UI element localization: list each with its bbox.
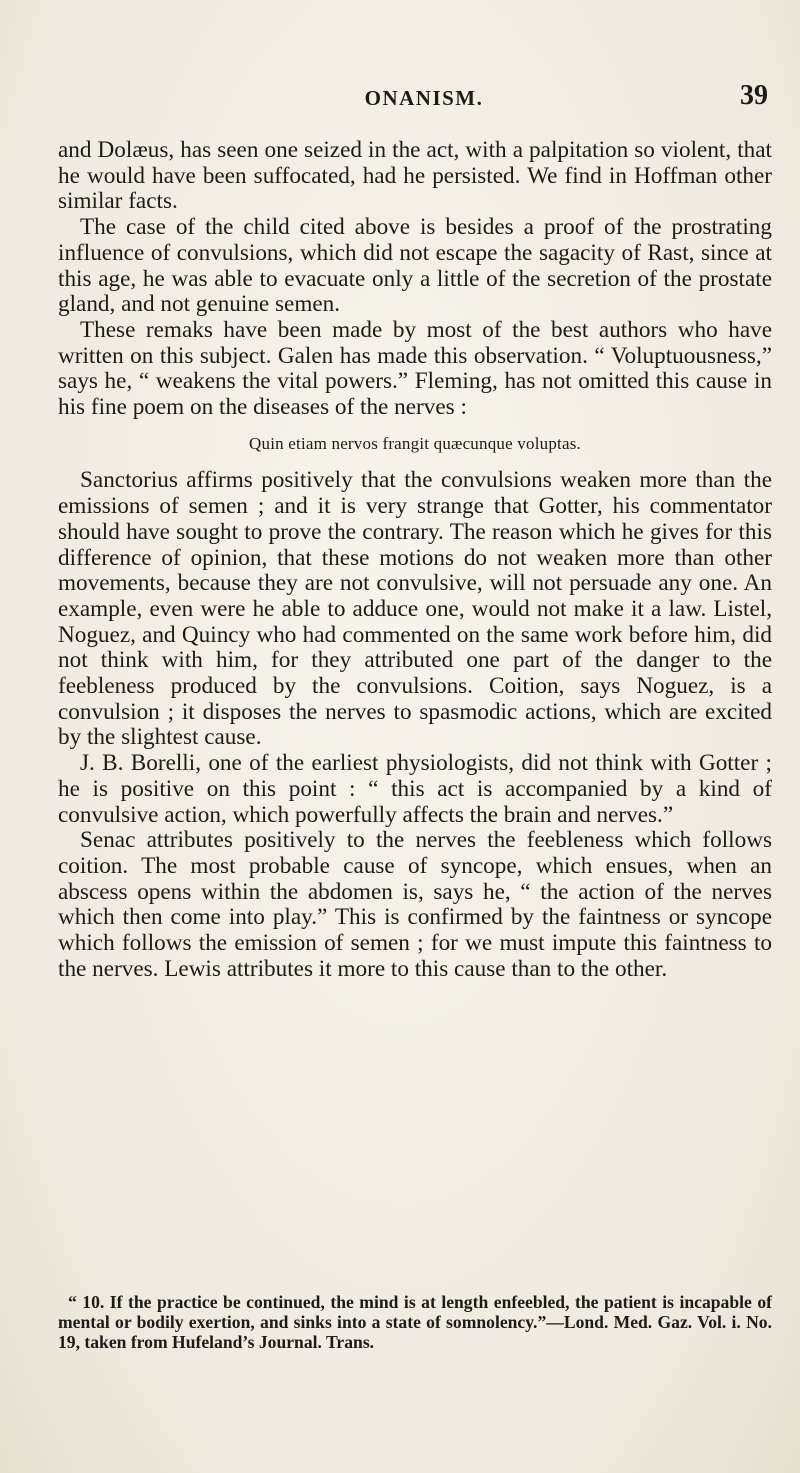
paragraph: Senac attributes positively to the nerves the feebleness which follows coition. The most probable cause of syncope, which ensues, when an abscess opens within the abdomen is, says he, “ the action of the nerves which then come into play.” This is confirmed by the faintness or syncope which follows the emission of semen ; for we must impute this faintness to the nerves. Lewis attributes it more to this cause than to the other. xyxy=(58,827,772,982)
running-head: ONANISM. xyxy=(364,86,484,110)
paragraph: J. B. Borelli, one of the earliest physiologists, did not think with Gotter ; he is positive on this point : “ this act is accompanied by a kind of convulsive action, which powerfully affects the brain and nerves.” xyxy=(58,750,772,828)
page-number: 39 xyxy=(740,80,768,111)
body-text xyxy=(58,138,772,983)
page-header xyxy=(80,80,768,120)
footnote xyxy=(58,1292,772,1352)
paragraph: Sanctorius affirms positively that the convulsions weaken more than the emissions of semen ; and it is very strange that Gotter, his commentator should have sought to prove the contrary. The reason which he gives for this difference of opinion, that these motions do not weaken more than other movements, because they are not convulsive, will not persuade any one. An example, even were he able to adduce one, would not make it a law. Listel, Noguez, and Quincy who had commented on the same work before him, did not think with him, for they attributed one part of the danger to the feebleness produced by the convulsions. Coition, says Noguez, is a convulsion ; it disposes the nerves to spasmodic actions, which are excited by the slightest cause. xyxy=(58,467,772,751)
footnote-text: “ 10. If the practice be continued, the mind is at length enfeebled, the patient is incapable of mental or bodily exertion, and sinks into a state of somnolency.”—Lond. Med. Gaz. Vol. i. No. 19, taken from Hufeland’s Journal. Trans. xyxy=(58,1292,772,1352)
paragraph: and Dolæus, has seen one seized in the act, with a palpitation so violent, that he would have been suffocated, had he persisted. We find in Hoffman other similar facts. xyxy=(58,137,772,215)
latin-quote: Quin etiam nervos frangit quæcunque voluptas. xyxy=(249,433,581,453)
paragraph: These remaks have been made by most of the best authors who have written on this subject. Galen has made this observation. “ Voluptuousness,” says he, “ weakens the vital powers.” Fleming, has not omitted this cause in his fine poem on the diseases of the nerves : xyxy=(58,316,772,421)
paragraph: The case of the child cited above is besides a proof of the prostrating influence of convulsions, which did not escape the sagacity of Rast, since at this age, he was able to evacuate only a little of the secretion of the prostate gland, and not genuine semen. xyxy=(58,214,772,318)
